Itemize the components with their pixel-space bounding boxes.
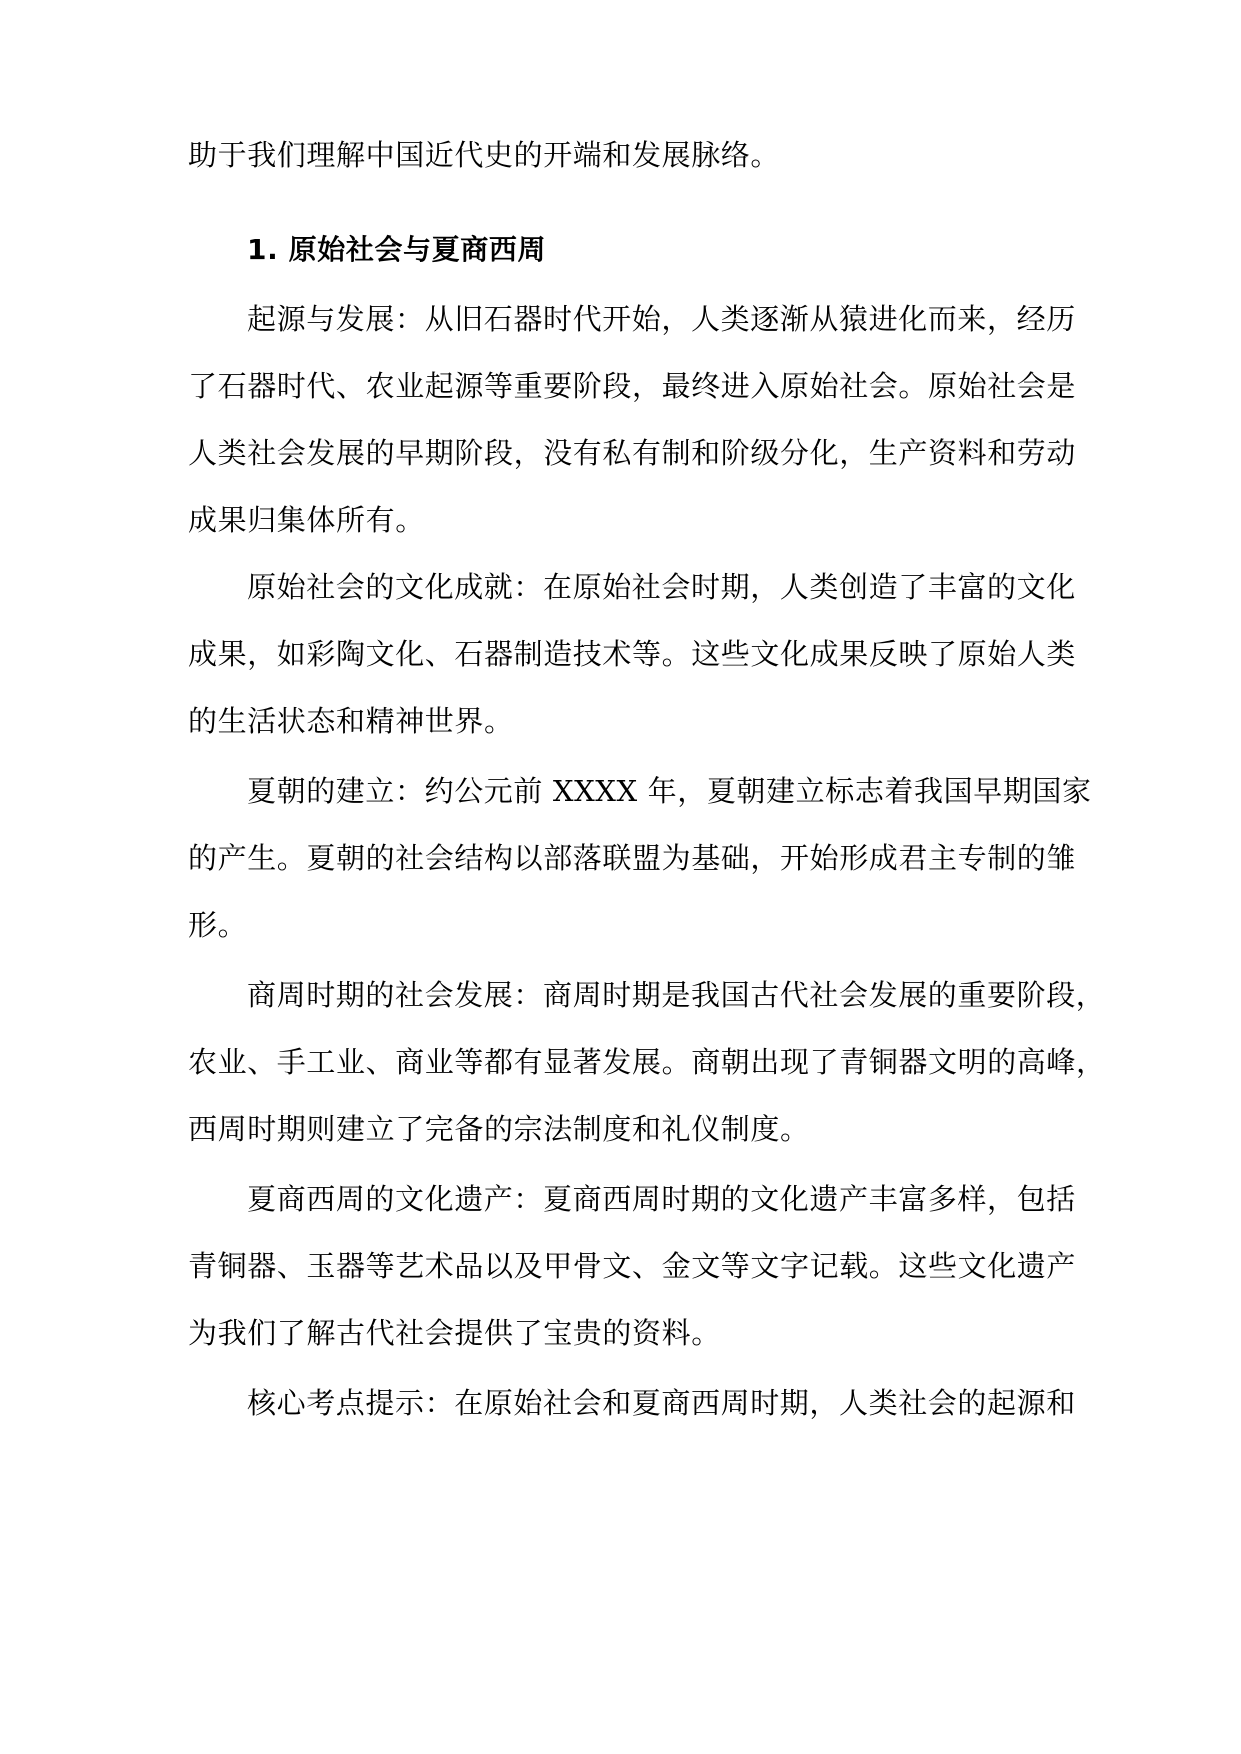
section-heading: 1. 原始社会与夏商西周 xyxy=(247,233,547,266)
paragraph-line: 起源与发展：从旧石器时代开始，人类逐渐从猿进化而来，经历 xyxy=(247,302,1076,336)
paragraph-line: 核心考点提示：在原始社会和夏商西周时期，人类社会的起源和 xyxy=(247,1386,1076,1420)
paragraph-line: 形。 xyxy=(188,908,248,942)
paragraph-line: 的生活状态和精神世界。 xyxy=(188,704,514,738)
paragraph-line: 的产生。夏朝的社会结构以部落联盟为基础，开始形成君主专制的雏 xyxy=(188,841,1077,875)
paragraph-line: 成果归集体所有。 xyxy=(188,503,425,537)
paragraph-line: 商周时期的社会发展：商周时期是我国古代社会发展的重要阶段， xyxy=(247,978,1106,1012)
paragraph-line: 人类社会发展的早期阶段，没有私有制和阶级分化，生产资料和劳动 xyxy=(188,436,1077,470)
paragraph-line: 夏商西周的文化遗产：夏商西周时期的文化遗产丰富多样，包括 xyxy=(247,1182,1076,1216)
paragraph-line: 夏朝的建立：约公元前 XXXX 年，夏朝建立标志着我国早期国家 xyxy=(247,774,1092,808)
paragraph-line: 了石器时代、农业起源等重要阶段，最终进入原始社会。原始社会是 xyxy=(188,369,1077,403)
paragraph-line: 青铜器、玉器等艺术品以及甲骨文、金文等文字记载。这些文化遗产 xyxy=(188,1249,1077,1283)
paragraph-line: 为我们了解古代社会提供了宝贵的资料。 xyxy=(188,1316,721,1350)
paragraph-line: 西周时期则建立了完备的宗法制度和礼仪制度。 xyxy=(188,1112,810,1146)
paragraph-line: 农业、手工业、商业等都有显著发展。商朝出现了青铜器文明的高峰， xyxy=(188,1045,1106,1079)
paragraph-line: 成果，如彩陶文化、石器制造技术等。这些文化成果反映了原始人类 xyxy=(188,637,1077,671)
paragraph-line: 原始社会的文化成就：在原始社会时期，人类创造了丰富的文化 xyxy=(247,570,1076,604)
intro-tail-line: 助于我们理解中国近代史的开端和发展脉络。 xyxy=(188,138,781,172)
